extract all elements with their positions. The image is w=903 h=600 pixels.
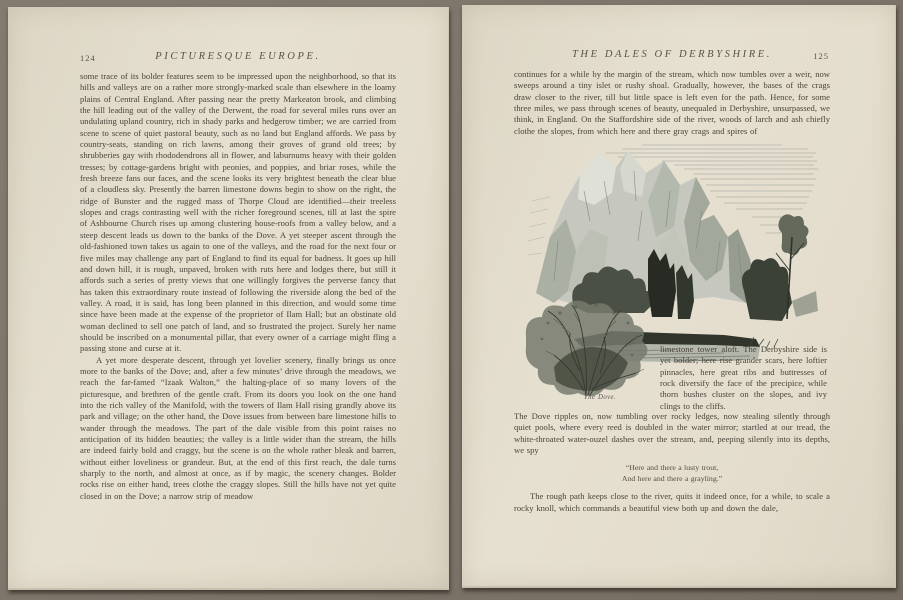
right-page-number: 125: [813, 51, 829, 61]
left-paragraph-1: some trace of its bolder features seem to be impressed upon the neighborhood, so that its hills and valleys are on a rather more strongly-marked scale than elsewhere in the loamy plains of Central England. After passing near the pretty Markeaton brook, and climbing the hill leading out of the valley of the Derwent, the road for several miles runs over an undulating upland country, rich in shady parks and hedgerow timber; we are carried from scene to scene of quiet pastoral beauty, such as no land but England affords. We pass by country-seats, standing on rich lawns, among their groves of grand old trees; by shrubberies gay with rhododendrons all in flower, and laburnums heavy with their golden tresses; by cottage-gardens bright with peonies, and poppies, and briar roses, while the fresh breeze fans our faces, and the scene looks its very brightest beneath the clear blue of a cloudless sky. Presently the barren limestone downs begin to show on the right, the ridge of Bunster and the rugged mass of Thorpe Cloud are identified—their treeless slopes and crags contrasting well with the richer foreground scenes, till at last the spire of Ashbourne Church rises up among clustering house-roofs from a valley below, and a steep descent leads us down to the banks of the Dove. A yet steeper ascent through the old-fashioned town takes us again to one of the valleys, and the road for the next four or five miles may challenge any part of England to find its equal for badness. It goes up hill and down hill, it is rough, unpaved, broken with ruts here and lodges there, but still it affords such a series of pretty views that one willingly forgives the perverse fancy that has taken this extraordinary route instead of following the riverside along the bed of the valley. A road, it is said, has long been planned in this direction, and would some time since have been made at the expense of the proprietor of Ilam Hall; but an obstinate old woman declined to sell one patch of land, and so frustrated the project. Surely her name should be inscribed on a monumental pillar, that every owner of a carriage might fling a passing stone and curse at it.: [80, 71, 396, 354]
verse-line-2: And here and there a grayling.”: [621, 473, 723, 483]
right-page: [462, 5, 896, 588]
right-running-head: [462, 49, 895, 65]
left-paragraph-2: A yet more desperate descent, through yet lovelier scenery, finally brings us once more to the banks of the Dove; and, after a few minutes’ drive through the meadows, we reach the far-famed “Izaak Walton,” the halting-place of so many lovers of the picturesque, and brethren of the gentle craft. From its doors you look on the one hand into the rich valley of the Manifold, with the towers of Ilam Hall rising grandly above its park and village; on the other hand, the Dove issues from between bare limestone hills to wander through the meadows. The part of the dale visible from this point raises no anticipation of its hidden beauties; the valley is a little wider than the stream, the hills are indeed fairly bold and craggy, but the scene is on the whole rather bleak and barren, without either loveliness or grandeur. But, at the end of this first reach, the dale turns sharply to the north, and almost at once, as if by magic, the scenery changes. Bolder rocks rise on either hand, trees clothe the craggy slopes. Still the hills have not yet quite closed in on the Dove; a narrow strip of meadow: [80, 354, 396, 501]
right-paragraph-final: The rough path keeps close to the river, quits it indeed once, for a while, to scale a rocky knoll, which commands a beautiful view both up and down the dale,: [514, 491, 830, 513]
verse-quote: [514, 463, 830, 484]
verse-line-1: “Here and there a lusty trout,: [625, 463, 719, 473]
dove-figure: [514, 141, 830, 411]
right-paragraph-intro: continues for a while by the margin of the stream, which now tumbles over a weir, now sweeps around a tiny islet or rushy shoal. Gradually, however, the bases of the crags draw closer to the river, till but little space is left even for the path. Hence, for some three miles, we pass through scenes of beauty, unequaled in Derbyshire, unsurpassed, we think, in England. On the Staffordshire side of the river, woods of larch and ash chiefly clothe the slopes, from which here and there gray crags and spires of: [514, 69, 830, 136]
left-running-head: [8, 51, 448, 67]
left-running-title: PICTURESQUE EUROPE.: [155, 51, 321, 62]
right-paragraph-dove-ripples: The Dove ripples on, now tumbling over rocky ledges, now stealing silently through quiet pools, where every reed is doubled in the water mirror; startled at our tread, the white-throated water-ouzel dashes over the stream, and, peeping silently into its depths, we spy: [514, 411, 830, 456]
left-text-block: [80, 71, 396, 502]
left-page-number: 124: [80, 53, 96, 63]
right-text-block: [514, 69, 830, 514]
left-page: [8, 7, 449, 590]
figure-wrap-text: limestone tower aloft. The Derbyshire side is yet bolder; here rise grander scars, here loftier pinnacles, here great ribs and buttresses of rock diversify the face of the precipice, while thorn bushes cluster on the slopes, and ivy clings to the cliffs.: [660, 344, 827, 411]
right-running-title: THE DALES OF DERBYSHIRE.: [571, 49, 773, 60]
figure-caption: The Dove.: [583, 394, 617, 402]
